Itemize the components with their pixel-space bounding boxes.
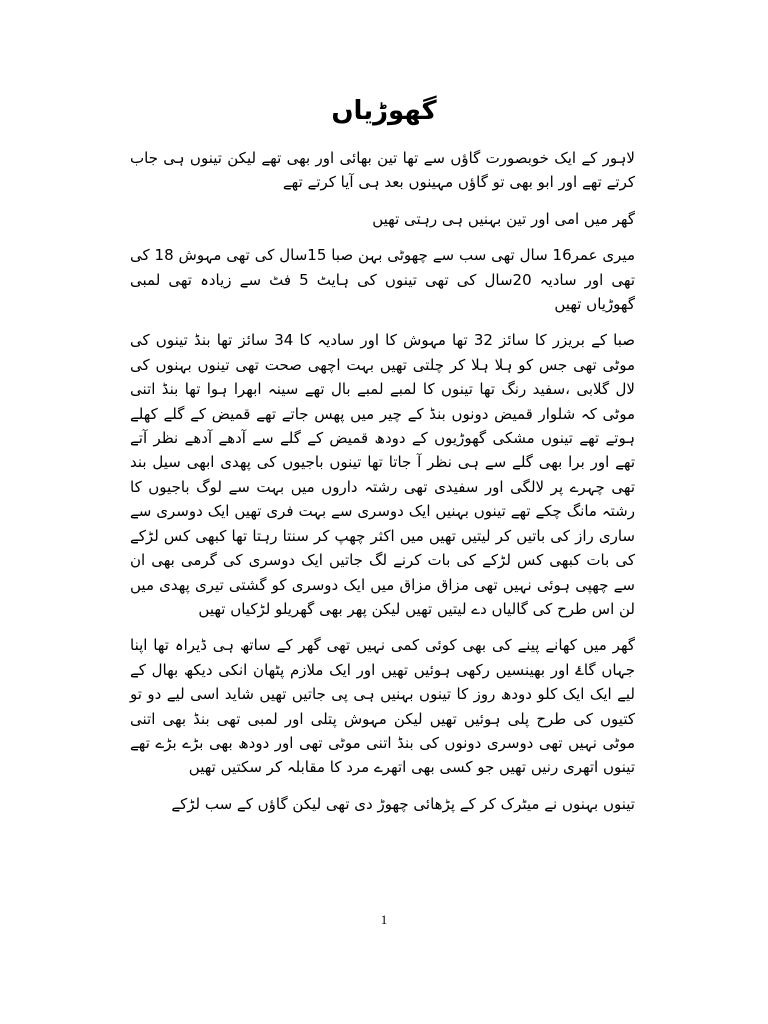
document-body — [130, 146, 635, 828]
document-title: گھوڑیاں — [331, 96, 437, 126]
page-number: 1 — [380, 912, 388, 927]
paragraph-5: گھر میں کھانے پینے کی بھی کوئی کمی نہیں تھی گھر کے ساتھ ہی ڈیراہ تھا اپنا جہاں گاۓ اور بھینسیں رکھی ہوئیں تھیں اور ایک ملازم پٹھان انکی دیکھ بھال کے لیے ایک ایک کلو دودھ روز کا تینوں بہنیں ہی پی جاتیں تھیں شاید اسی لیے دو تو کتیوں کی طرح پلی ہوئیں تھیں لیکن مہوش پتلی اور لمبی تھی بنڈ بھی اتنی موٹی نہیں تھی دوسری دونوں کی بنڈ اتنی موٹی تھی اور دودھ بھی بڑے بڑے تھے تینوں اتھری رنیں تھیں جو کسی بھی اتھرے مرد کا مقابلہ کر سکتیں تھیں — [130, 636, 635, 777]
paragraph-1: لاہور کے ایک خوبصورت گاؤں سے تھا تین بھائی اور بھی تھے لیکن تینوں ہی جاب کرتے تھے اور ابو بھی تو گاؤں مہینوں بعد ہی آیا کرتے تھے — [130, 149, 635, 192]
paragraph-4: صبا کے بریزر کا سائز 32 تھا مہوش کا اور سادیہ کا 34 سائز تھا بنڈ تینوں کی موٹی تھی جس کو ہلا ہلا کر چلتی تھیں بہت اچھی صحت تھی تینوں بہنوں کی لال گلابی ،سفید رنگ تھا تینوں کا لمبے لمبے بال تھے سینہ ابھرا ہوا تھا بنڈ اتنی موٹی کہ شلوار قمیض دونوں بنڈ کے چیر میں پھس جاتے تھے قمیض کے گلے کھلے ہوتے تھے تینوں مشکی گھوڑیوں کے دودھ قمیض کے گلے سے آدھے آدھے نظر آتے تھے اور برا بھی گلے سے ہی نظر آ جاتا تھا تینوں باجیوں کی پھدی ابھی سیل بند تھی چہرے پر لالگی اور سفیدی تھی رشتہ داروں میں بہت سے لوگ باجیوں کا رشتہ مانگ چکے تھے تینوں بہنیں ایک دوسری سے بہت فری تھیں ایک دوسری سے ساری راز کی باتیں کر لیتیں تھیں میں اکثر چھپ کر سنتا رہتا تھا کبھی کس لڑکے کی بات کبھی کس لڑکے کی بات کرنے لگ جاتیں ایک دوسری کی گرمی بھی ان سے چھپی ہوئی نہیں تھی مزاق مزاق میں ایک دوسری کو گشتی تیری پھدی میں لن اس طرح کی گالیاں دے لیتیں تھیں لیکن پھر بھی گھریلو لڑکیاں تھیں — [130, 331, 635, 618]
paragraph-3: میری عمر16 سال تھی سب سے چھوٹی بہن صبا 15سال کی تھی مہوش 18 کی تھی اور سادیہ 20سال کی تھی تینوں کی ہایٹ 5 فٹ سے زیادہ تھی لمبی گھوڑیاں تھیں — [130, 246, 635, 314]
paragraph-6: تینوں بہنوں نے میٹرک کر کے پڑھائی چھوڑ دی تھی لیکن گاؤں کے سب لڑکے — [171, 794, 635, 813]
paragraph-2: گھر میں امی اور تین بہنیں ہی رہتی تھیں — [372, 209, 635, 228]
